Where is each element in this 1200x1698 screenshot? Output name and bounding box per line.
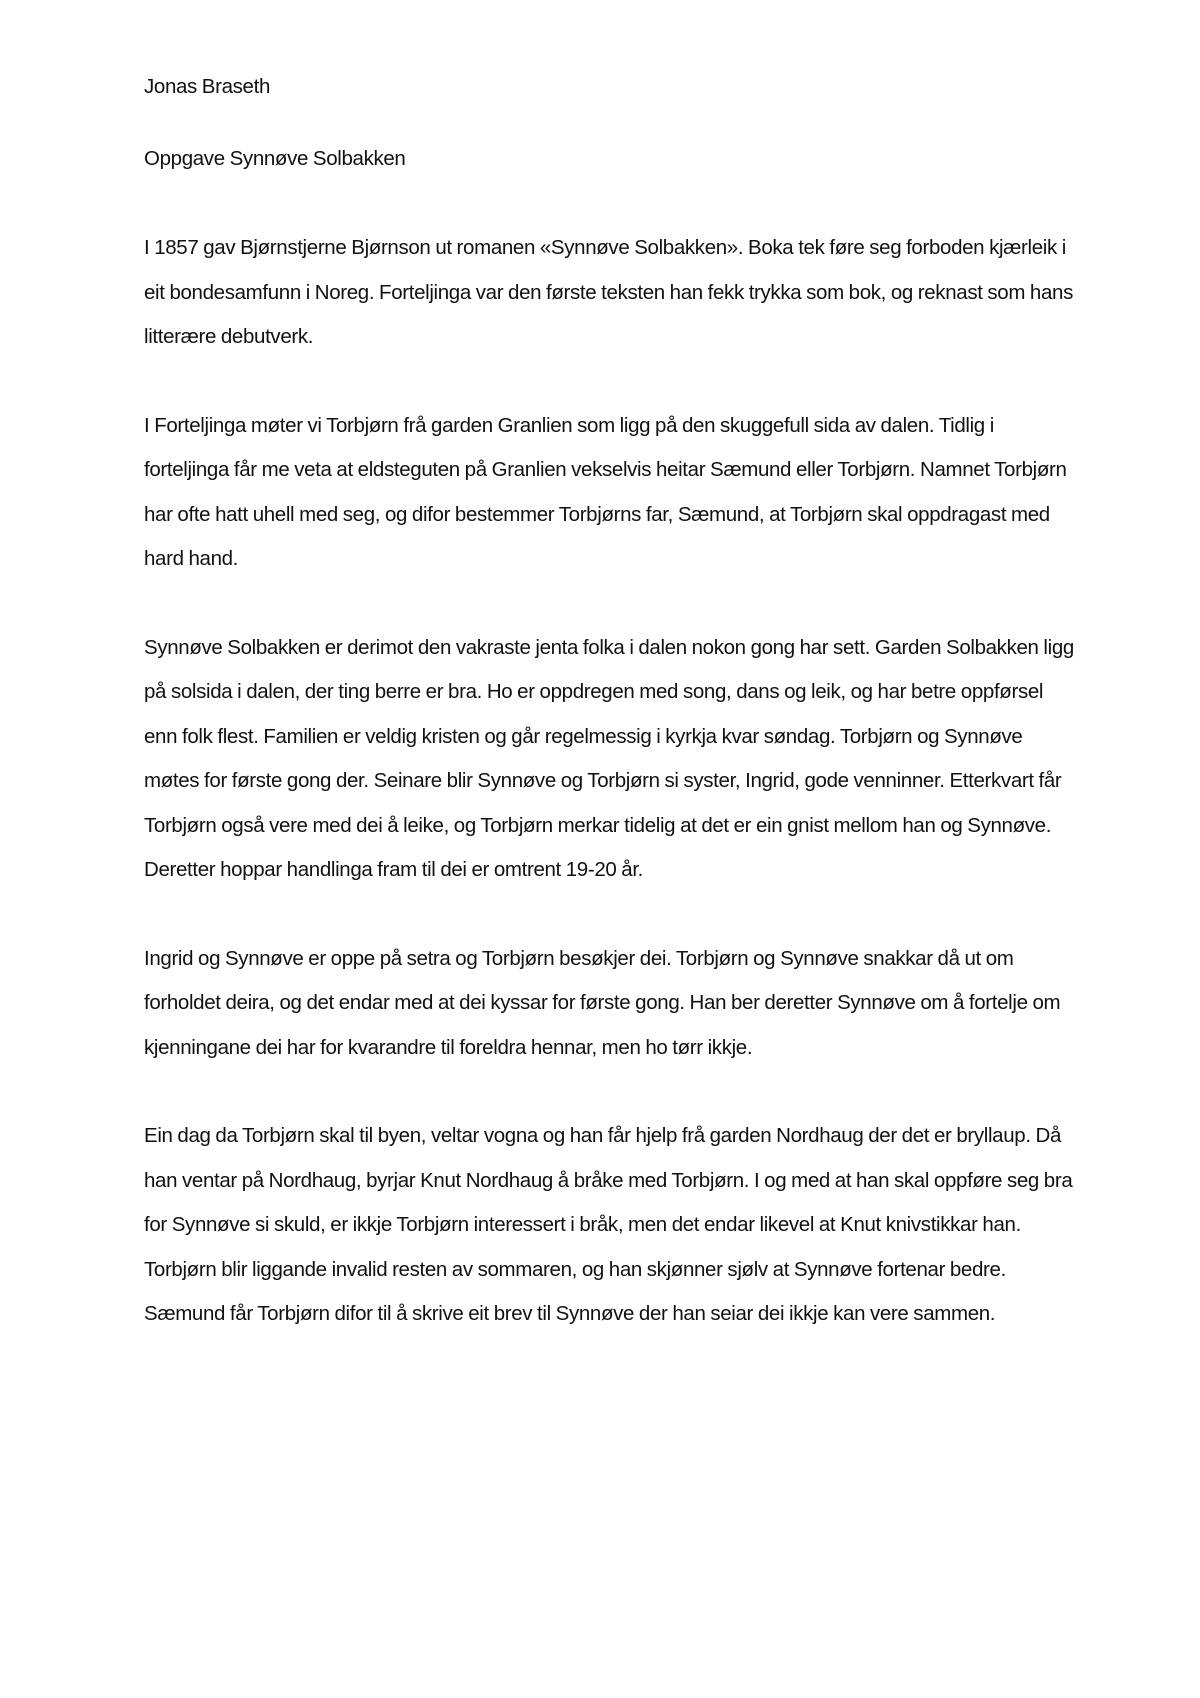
paragraph-setra: Ingrid og Synnøve er oppe på setra og Torbjørn besøkjer dei. Torbjørn og Synnøve snakkar då ut om forholdet deira, og det endar med at dei kyssar for første gong. Han ber deretter Synnøve om å fortelje om kjenningane dei har for kvarandre til foreldra hennar, men ho tørr ikkje. [144, 946, 1061, 1059]
paragraph-nordhaug: Ein dag da Torbjørn skal til byen, veltar vogna og han får hjelp frå garden Nordhaug der det er bryllaup. Då han ventar på Nordhaug, byrjar Knut Nordhaug å bråke med Torbjørn. I og med at han skal oppføre seg bra for Synnøve si skuld, er ikkje Torbjørn interessert i bråk, men det endar likevel at Knut knivstikkar han. Torbjørn blir liggande invalid resten av sommaren, og han skjønner sjølv at Synnøve fortenar bedre. Sæmund får Torbjørn difor til å skrive eit brev til Synnøve der han seiar dei ikkje kan vere sammen. [144, 1124, 1073, 1325]
paragraph-torbjorn: I Forteljinga møter vi Torbjørn frå garden Granlien som ligg på den skuggefull sida av dalen. Tidlig i forteljinga får me veta at eldsteguten på Granlien vekselvis heitar Sæmund eller Torbjørn. Namnet Torbjørn har ofte hatt uhell med seg, og difor bestemmer Torbjørns far, Sæmund, at Torbjørn skal oppdragast med hard hand. [144, 413, 1067, 570]
paragraph-synnove: Synnøve Solbakken er derimot den vakraste jenta folka i dalen nokon gong har sett. Garden Solbakken ligg på solsida i dalen, der ting berre er bra. Ho er oppdregen med song, dans og leik, og har betre oppførsel enn folk flest. Familien er veldig kristen og går regelmessig i kyrkja kvar søndag. Torbjørn og Synnøve møtes for første gong der. Seinare blir Synnøve og Torbjørn si syster, Ingrid, gode venninner. Etterkvart får Torbjørn også vere med dei å leike, og Torbjørn merkar tidelig at det er ein gnist mellom han og Synnøve. Deretter hoppar handlinga fram til dei er omtrent 19-20 år. [144, 635, 1074, 881]
author-name: Jonas Braseth [144, 75, 270, 98]
document-body [144, 72, 1074, 1381]
paragraph-intro: I 1857 gav Bjørnstjerne Bjørnson ut romanen «Synnøve Solbakken». Boka tek føre seg forboden kjærleik i eit bondesamfunn i Noreg. Forteljinga var den første teksten han fekk trykka som bok, og reknast som hans litterære debutverk. [144, 236, 1073, 348]
assignment-title: Oppgave Synnøve Solbakken [144, 147, 406, 170]
